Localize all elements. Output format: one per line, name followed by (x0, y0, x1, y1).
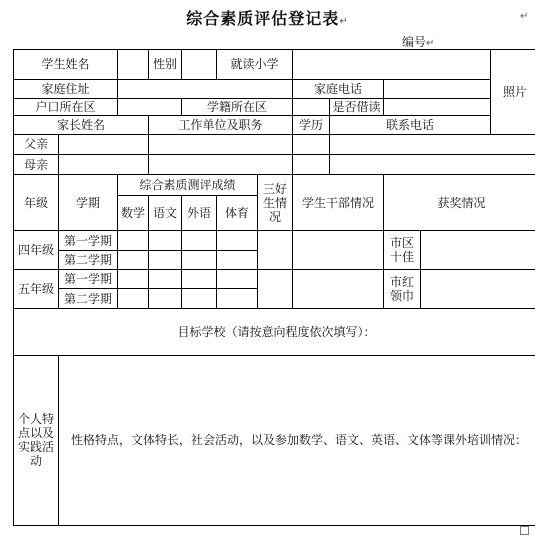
boarding-field[interactable] (384, 98, 491, 115)
corner-return-mark: ↵ (520, 11, 529, 22)
father-phone-field[interactable] (330, 134, 535, 154)
g5s2-chinese-score[interactable] (149, 289, 182, 308)
cadre-header: 学生干部情况 (293, 175, 384, 231)
grade4-semester2-label: 第二学期 (59, 250, 118, 269)
g4s2-math-score[interactable] (118, 250, 149, 269)
grade5-three-good-field[interactable] (258, 270, 293, 309)
gender-label: 性别 (149, 50, 182, 80)
g4s2-chinese-score[interactable] (149, 250, 182, 269)
g4s1-chinese-score[interactable] (149, 231, 182, 250)
g5s2-foreign-score[interactable] (182, 289, 217, 308)
primary-school-field[interactable] (293, 50, 491, 80)
personal-label: 个人特点以及实践活动 (14, 355, 59, 525)
form-title (0, 6, 535, 29)
subject-chinese-header: 语文 (149, 195, 182, 231)
school-reg-label: 学籍所在区 (182, 98, 293, 115)
grade4-three-good-field[interactable] (258, 231, 293, 270)
grade-header: 年级 (14, 175, 59, 231)
g4s2-foreign-score[interactable] (182, 250, 217, 269)
g5s2-math-score[interactable] (118, 289, 149, 308)
table-end-marker (520, 526, 529, 535)
work-unit-header: 工作单位及职务 (149, 116, 293, 134)
grade5-cadre-field[interactable] (293, 270, 384, 309)
grade-four-label: 四年级 (14, 231, 59, 270)
home-phone-field[interactable] (384, 79, 491, 98)
grade5-semester1-label: 第一学期 (59, 270, 118, 289)
subject-pe-header: 体育 (217, 195, 258, 231)
personal-description-field[interactable]: 性格特点，文体特长，社会活动，以及参加数学、语文、英语、文体等课外培训情况： (59, 355, 535, 525)
g5s1-pe-score[interactable] (217, 270, 258, 289)
student-name-label: 学生姓名 (14, 50, 118, 80)
return-mark-icon: ↵ (426, 38, 435, 49)
subject-math-header: 数学 (118, 195, 149, 231)
mother-phone-field[interactable] (330, 154, 535, 174)
grade5-semester2-label: 第二学期 (59, 289, 118, 308)
father-label: 父亲 (14, 134, 59, 154)
mother-education-field[interactable] (293, 154, 330, 174)
form-title-text: 综合素质评估登记表 (186, 9, 340, 28)
home-address-label: 家庭住址 (14, 79, 118, 98)
serial-label-text: 编号 (402, 35, 427, 49)
student-name-field[interactable] (118, 50, 149, 80)
g4s1-pe-score[interactable] (217, 231, 258, 250)
parent-name-header: 家长姓名 (14, 116, 149, 134)
gender-field[interactable] (182, 50, 217, 80)
target-school-field[interactable]: 目标学校（请按意向程度依次填写）： (14, 308, 535, 355)
grade5-award-label: 市红领巾 (384, 270, 421, 309)
mother-name-field[interactable] (59, 154, 149, 174)
home-phone-label: 家庭电话 (293, 79, 384, 98)
g5s1-math-score[interactable] (118, 270, 149, 289)
father-work-field[interactable] (149, 134, 293, 154)
three-good-header: 三好生情况 (258, 175, 293, 231)
registration-form-table (13, 49, 535, 526)
g4s1-foreign-score[interactable] (182, 231, 217, 250)
primary-school-label: 就读小学 (217, 50, 293, 80)
photo-box: 照片 (491, 50, 535, 135)
grade5-award-field[interactable] (421, 270, 535, 309)
mother-label: 母亲 (14, 154, 59, 174)
school-reg-field[interactable] (293, 98, 330, 115)
g5s2-pe-score[interactable] (217, 289, 258, 308)
grade4-semester1-label: 第一学期 (59, 231, 118, 250)
g5s1-chinese-score[interactable] (149, 270, 182, 289)
g4s2-pe-score[interactable] (217, 250, 258, 269)
subject-foreign-language-header: 外语 (182, 195, 217, 231)
grade4-cadre-field[interactable] (293, 231, 384, 270)
education-header: 学历 (293, 116, 330, 134)
grade4-award-field[interactable] (421, 231, 535, 270)
father-name-field[interactable] (59, 134, 149, 154)
boarding-label: 是否借读 (330, 98, 384, 115)
awards-header: 获奖情况 (384, 175, 535, 231)
hukou-field[interactable] (118, 98, 182, 115)
grade-five-label: 五年级 (14, 270, 59, 309)
semester-header: 学期 (59, 175, 118, 231)
quality-scores-header: 综合素质测评成绩 (118, 175, 258, 195)
grade4-award-label: 市区十佳 (384, 231, 421, 270)
g4s1-math-score[interactable] (118, 231, 149, 250)
home-address-field[interactable] (118, 79, 293, 98)
hukou-label: 户口所在区 (14, 98, 118, 115)
serial-number-label (402, 33, 434, 50)
mother-work-field[interactable] (149, 154, 293, 174)
return-mark-icon: ↵ (339, 16, 349, 27)
g5s1-foreign-score[interactable] (182, 270, 217, 289)
father-education-field[interactable] (293, 134, 330, 154)
contact-phone-header: 联系电话 (330, 116, 491, 134)
